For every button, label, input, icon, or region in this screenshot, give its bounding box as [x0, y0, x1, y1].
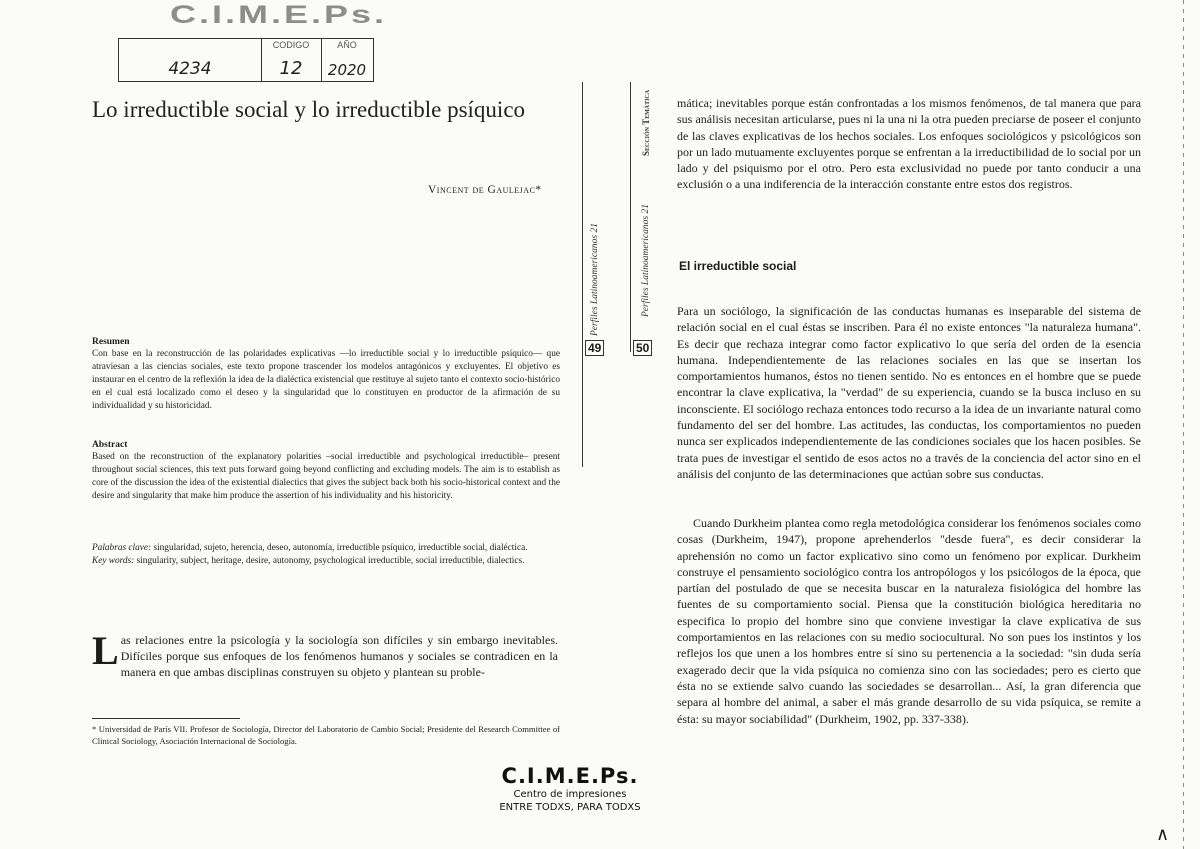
resumen-heading: Resumen: [92, 337, 130, 347]
article-author: Vincent de Gaulejac*: [428, 184, 542, 196]
keywords-en-label: Key words:: [92, 556, 135, 566]
right-rail-line: [630, 82, 631, 352]
catalog-year-value: 2020: [327, 61, 367, 79]
keywords-en: [92, 555, 560, 568]
catalog-number-cell: [119, 39, 262, 81]
cimeps-print-stamp: [470, 764, 670, 814]
cimeps-line2: ENTRE TODXS, PARA TODXS: [499, 802, 641, 813]
section-title: El irreductible social: [679, 259, 797, 273]
keywords-en-text: singularity, subject, heritage, desire, autonomy, psychological irreductible, social irreductible, dialectics.: [134, 556, 525, 566]
keywords-es-text: singularidad, sujeto, herencia, deseo, autonomía, irreductible psíquico, irreductible social, dialéctica.: [151, 543, 528, 553]
drop-cap: L: [92, 628, 119, 673]
right-paragraph-2: Cuando Durkheim plantea como regla metodológica considerar los fenómenos sociales como cosas (Durkheim, 1947), propone aprehenderlos "desde fuera", es decir considerar la aprehensión no como un factor explicativo sino como un fenómeno por explicar. Durkheim construye el pensamiento sociológico contra los antropólogos y los psicólogos de la época, que partían del postulado de que se necesita buscar en la naturaleza fisiológica del hombre las fuentes de su comportamiento social. Piensa que la constitución biológica hereditaria no especifica lo propio del hombre sino que conviene investigar la clave explicativa de sus comportamientos en las relaciones con su medio sociocultural. No son pues los instintos y los reflejos los que unen a los hombres entre sí sino su pertenencia a la sociedad: "sin duda sería exagerado decir que la vida psíquica no comienza sino con las sociedades; pero es cierto que ésta no se extiende salvo cuando las sociedades se desarrollan... Así, la gran diferencia que separa al hombre del animal, a saber el más grande desarrollo de su vida psíquica, se remite a ésta: su mayor sociabilidad" (Durkheim, 1902, pp. 337-338).: [677, 516, 1141, 726]
left-body-paragraph: [92, 628, 558, 680]
article-title: Lo irreductible social y lo irreductible psíquico: [92, 97, 526, 122]
catalog-code-label: CODIGO: [272, 40, 310, 50]
right-intro-paragraph: mática; inevitables porque están confrontadas a los mismos fenómenos, de tal manera que para sus análisis necesitan articularse, pues ni la una ni la otra pueden preciarse de poseer el conjunto de las claves explicativas de los hechos sociales. Los enfoques sociológicos y psicológicos son por un lado mutuamente excluyentes porque se enfrentan a la irreductibilidad de lo social por un lado y del psiquismo por el otro. Pero esta exclusividad no puede por tanto conducir a una exclusión o a una indiferencia de la interacción constante entre estos dos registros.: [677, 96, 1141, 192]
keywords-es: [92, 542, 560, 555]
cimeps-line1: Centro de impresiones: [513, 789, 627, 800]
cimeps-stamp-top: C.I.M.E.Ps.: [170, 0, 388, 29]
left-rail-journal: Perfiles Latinoamericanos 21: [590, 223, 600, 336]
catalog-code-value: 12: [279, 58, 303, 79]
keywords-block: [92, 542, 560, 568]
left-page-number: 49: [585, 340, 604, 356]
catalog-year-label: AÑO: [337, 40, 357, 50]
author-footnote: * Universidad de París VII. Profesor de Sociología, Director del Laboratorio de Cambio Social; Presidente del Research Committee of Clinical Sociology, Asociación Internacional de Sociología.: [92, 724, 560, 746]
scan-edge: [1183, 0, 1184, 849]
left-rail-line: [582, 82, 583, 467]
corner-mark: ∧: [1156, 824, 1170, 845]
catalog-number: 4234: [168, 59, 212, 79]
catalog-year-cell: [321, 39, 373, 81]
resumen-text: Con base en la reconstrucción de las polaridades explicativas —lo irreductible social y lo irreductible psíquico— que atraviesan a las ciencias sociales, este texto propone trascender los modelos antagónicos y excluyentes. El objetivo es instaurar en el centro de la reflexión la idea de la dialéctica existencial que restituye al sujeto tanto el contexto socio-histórico en el cual está localizado como el deseo y la singularidad que lo constituyen en productor de la afirmación de su individualidad y su historicidad.: [92, 349, 560, 411]
cimeps-name: C.I.M.E.Ps.: [501, 764, 639, 788]
footnote-rule: [92, 718, 240, 719]
keywords-es-label: Palabras clave:: [92, 543, 152, 553]
left-body-text: as relaciones entre la psicología y la sociología son difíciles y sin embargo inevitables. Difíciles porque sus enfoques de los fenómenos humanos y sociales se contradicen en la manera en que ambas disciplinas construyen su objeto y plantean su proble-: [120, 633, 558, 679]
abstract-heading: Abstract: [92, 440, 128, 450]
right-rail-journal: Perfiles Latinoamericanos 21: [641, 204, 651, 317]
abstract-text: Based on the reconstruction of the explanatory polarities –social irreductible and psychological irreductible– present throughout social sciences, this text puts forward going beyond conflicting and excluding models. The aim is to establish as core of the discussion the idea of the existential dialectics that gives the subject back both his socio-historical context and the desire and singularity that make him produce the assertion of his individuality and his historicity.: [92, 452, 560, 501]
catalog-code-cell: [261, 39, 322, 81]
catalog-stamp-box: [118, 38, 374, 82]
right-page-number: 50: [633, 340, 652, 356]
right-rail-section: Sección Temática: [641, 89, 651, 156]
right-paragraph-1: Para un sociólogo, la significación de las conductas humanas es inseparable del sistema de relación social en el cual éstas se inscriben. Para él no existe entonces "la naturaleza humana". Es decir que rechaza integrar como factor explicativo lo que sería del orden de la esencia humana. Independientemente de las relaciones sociales en las que se insertan los comportamientos humanos, éstos no tienen sentido. No es entonces en el hombre que se puede encontrar la clave explicativa, la "verdad" de su experiencia, cuando se la busca incluso en su inconsciente. El sociólogo rechaza entonces todo recurso a la idea de un invariante natural como fundamento del ser del hombre. Las actitudes, las conductas, los comportamientos no pueden nunca ser explicados independientemente de las condiciones sociales que los hacen posibles. Se trata pues de investigar el sentido de esos actos no a través de la conciencia del actor sino en el análisis del conjunto de las determinaciones que actúan sobre sus conductas.: [677, 304, 1141, 481]
